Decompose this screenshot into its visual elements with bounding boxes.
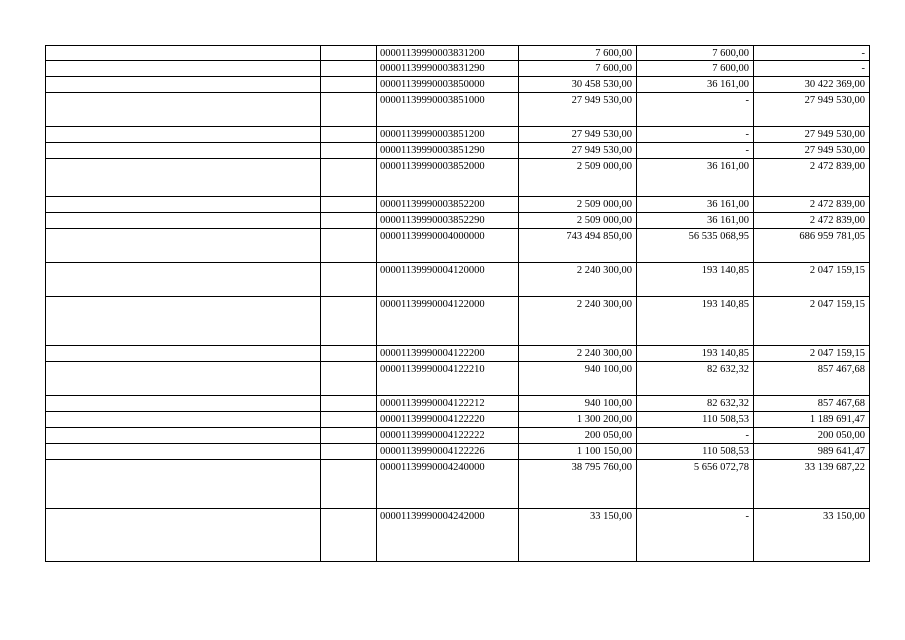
empty-cell [321, 197, 377, 213]
row-rest: 2 047 159,15 [754, 346, 870, 362]
row-name [46, 412, 321, 428]
empty-cell [321, 412, 377, 428]
row-rest: 33 150,00 [754, 509, 870, 562]
empty-cell [321, 213, 377, 229]
table-row [46, 213, 870, 229]
row-plan: 2 509 000,00 [519, 213, 637, 229]
row-code: 00001139990003852000 [377, 159, 519, 197]
row-rest: 27 949 530,00 [754, 127, 870, 143]
table-row [46, 263, 870, 297]
empty-cell [321, 444, 377, 460]
row-rest: 2 472 839,00 [754, 159, 870, 197]
row-code: 00001139990004122210 [377, 362, 519, 396]
row-plan: 940 100,00 [519, 362, 637, 396]
row-name [46, 77, 321, 93]
row-done: 193 140,85 [637, 297, 754, 346]
row-rest: 2 472 839,00 [754, 213, 870, 229]
empty-cell [321, 46, 377, 61]
row-done: - [637, 428, 754, 444]
empty-cell [321, 346, 377, 362]
table-body [46, 46, 870, 562]
row-done: 36 161,00 [637, 197, 754, 213]
row-name [46, 297, 321, 346]
row-code: 00001139990004242000 [377, 509, 519, 562]
empty-cell [321, 77, 377, 93]
row-code: 00001139990004000000 [377, 229, 519, 263]
row-code: 00001139990004122200 [377, 346, 519, 362]
empty-cell [321, 159, 377, 197]
row-rest: - [754, 61, 870, 77]
empty-cell [321, 263, 377, 297]
row-name [46, 61, 321, 77]
row-rest: 2 047 159,15 [754, 297, 870, 346]
table-row [46, 444, 870, 460]
row-name [46, 127, 321, 143]
empty-cell [321, 127, 377, 143]
row-plan: 33 150,00 [519, 509, 637, 562]
table-row [46, 143, 870, 159]
row-name [46, 197, 321, 213]
table-row [46, 346, 870, 362]
row-done: 56 535 068,95 [637, 229, 754, 263]
row-code: 00001139990003852200 [377, 197, 519, 213]
row-done: - [637, 143, 754, 159]
row-done: 82 632,32 [637, 362, 754, 396]
row-name [46, 143, 321, 159]
row-code: 00001139990004122222 [377, 428, 519, 444]
row-code: 00001139990004240000 [377, 460, 519, 509]
row-done: 193 140,85 [637, 263, 754, 297]
row-name [46, 444, 321, 460]
row-plan: 2 509 000,00 [519, 197, 637, 213]
row-plan: 743 494 850,00 [519, 229, 637, 263]
row-name [46, 346, 321, 362]
row-code: 00001139990004122220 [377, 412, 519, 428]
empty-cell [321, 362, 377, 396]
row-done: 5 656 072,78 [637, 460, 754, 509]
row-code: 00001139990003851290 [377, 143, 519, 159]
row-plan: 1 300 200,00 [519, 412, 637, 428]
row-rest: - [754, 46, 870, 61]
row-rest: 857 467,68 [754, 362, 870, 396]
row-code: 00001139990004120000 [377, 263, 519, 297]
table-row [46, 93, 870, 127]
row-name [46, 46, 321, 61]
empty-cell [321, 61, 377, 77]
table-row [46, 61, 870, 77]
empty-cell [321, 460, 377, 509]
row-code: 00001139990003831290 [377, 61, 519, 77]
row-plan: 2 240 300,00 [519, 346, 637, 362]
row-name [46, 263, 321, 297]
row-plan: 7 600,00 [519, 61, 637, 77]
row-rest: 200 050,00 [754, 428, 870, 444]
row-done: 36 161,00 [637, 213, 754, 229]
table-row [46, 297, 870, 346]
row-rest: 30 422 369,00 [754, 77, 870, 93]
row-code: 00001139990003852290 [377, 213, 519, 229]
row-done: 7 600,00 [637, 61, 754, 77]
row-plan: 30 458 530,00 [519, 77, 637, 93]
row-rest: 686 959 781,05 [754, 229, 870, 263]
row-name [46, 159, 321, 197]
empty-cell [321, 297, 377, 346]
row-done: 110 508,53 [637, 444, 754, 460]
table-row [46, 197, 870, 213]
row-rest: 857 467,68 [754, 396, 870, 412]
row-plan: 200 050,00 [519, 428, 637, 444]
row-name [46, 93, 321, 127]
row-done: 36 161,00 [637, 159, 754, 197]
row-plan: 38 795 760,00 [519, 460, 637, 509]
row-code: 00001139990004122226 [377, 444, 519, 460]
row-plan: 1 100 150,00 [519, 444, 637, 460]
row-code: 00001139990003851000 [377, 93, 519, 127]
row-done: - [637, 509, 754, 562]
row-code: 00001139990004122000 [377, 297, 519, 346]
row-plan: 940 100,00 [519, 396, 637, 412]
table-row [46, 159, 870, 197]
row-name [46, 509, 321, 562]
row-code: 00001139990003851200 [377, 127, 519, 143]
table-row [46, 509, 870, 562]
row-name [46, 396, 321, 412]
row-name [46, 428, 321, 444]
row-plan: 2 240 300,00 [519, 297, 637, 346]
row-plan: 7 600,00 [519, 46, 637, 61]
row-plan: 27 949 530,00 [519, 93, 637, 127]
row-rest: 33 139 687,22 [754, 460, 870, 509]
table-row [46, 127, 870, 143]
row-done: 36 161,00 [637, 77, 754, 93]
row-rest: 27 949 530,00 [754, 143, 870, 159]
empty-cell [321, 229, 377, 263]
table-row [46, 460, 870, 509]
row-name [46, 362, 321, 396]
row-code: 00001139990003831200 [377, 46, 519, 61]
row-plan: 2 240 300,00 [519, 263, 637, 297]
empty-cell [321, 509, 377, 562]
empty-cell [321, 93, 377, 127]
table-row [46, 46, 870, 61]
row-plan: 2 509 000,00 [519, 159, 637, 197]
table-row [46, 362, 870, 396]
empty-cell [321, 396, 377, 412]
row-plan: 27 949 530,00 [519, 127, 637, 143]
table-row [46, 396, 870, 412]
row-done: - [637, 127, 754, 143]
row-name [46, 229, 321, 263]
row-done: 7 600,00 [637, 46, 754, 61]
table-row [46, 77, 870, 93]
row-code: 00001139990004122212 [377, 396, 519, 412]
row-done: 193 140,85 [637, 346, 754, 362]
table-row [46, 229, 870, 263]
table-row [46, 428, 870, 444]
row-code: 00001139990003850000 [377, 77, 519, 93]
row-done: - [637, 93, 754, 127]
row-rest: 2 472 839,00 [754, 197, 870, 213]
empty-cell [321, 428, 377, 444]
row-rest: 27 949 530,00 [754, 93, 870, 127]
row-plan: 27 949 530,00 [519, 143, 637, 159]
row-done: 110 508,53 [637, 412, 754, 428]
row-name [46, 213, 321, 229]
row-name [46, 460, 321, 509]
row-done: 82 632,32 [637, 396, 754, 412]
empty-cell [321, 143, 377, 159]
budget-table [45, 45, 870, 562]
table-row [46, 412, 870, 428]
row-rest: 2 047 159,15 [754, 263, 870, 297]
row-rest: 989 641,47 [754, 444, 870, 460]
row-rest: 1 189 691,47 [754, 412, 870, 428]
